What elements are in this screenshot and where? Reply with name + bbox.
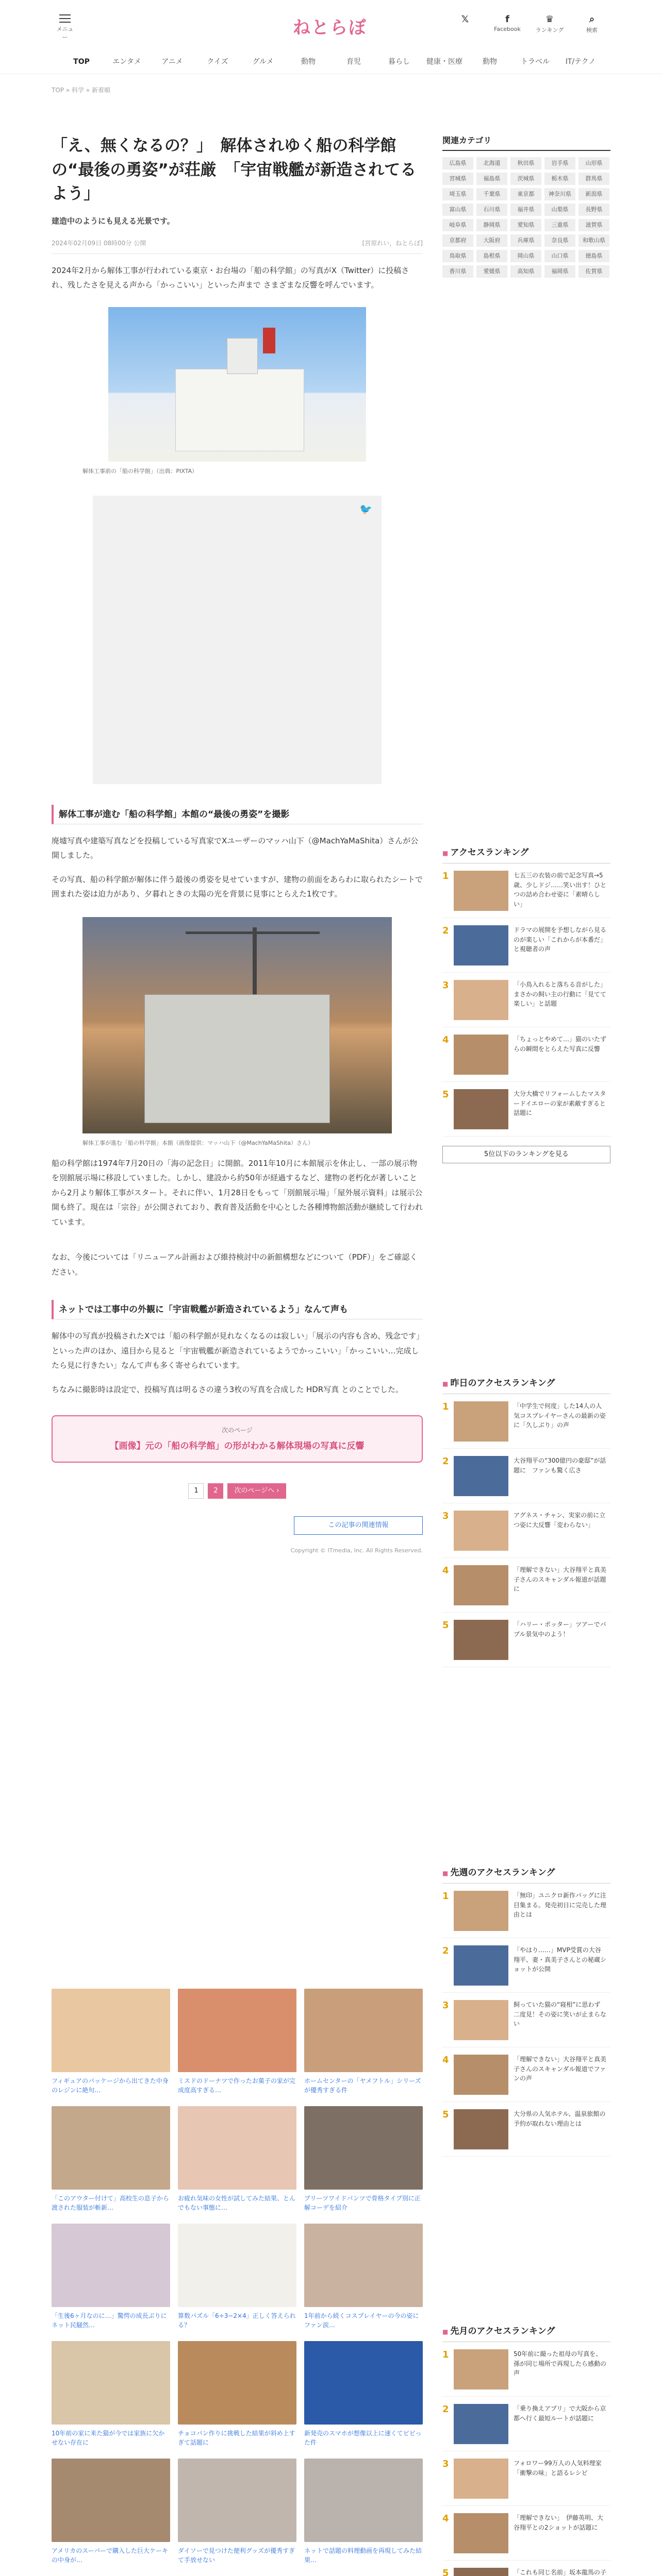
ranking-access	[442, 845, 610, 1163]
ranking-item[interactable]	[442, 871, 610, 918]
related-article-card[interactable]	[178, 1989, 296, 2101]
related-article-card[interactable]	[52, 2341, 170, 2453]
copyright: Copyright © ITmedia, Inc. All Rights Reserved.	[290, 1547, 423, 1554]
rank-number: 3	[442, 980, 449, 991]
rank-number: 5	[442, 2109, 449, 2120]
category-tag[interactable]: 新潟県	[578, 188, 609, 200]
ranking-thumbnail[interactable]	[454, 925, 508, 965]
related-article-card[interactable]	[304, 2106, 423, 2218]
related-article-card[interactable]	[52, 2224, 170, 2336]
category-tag[interactable]: 長野県	[578, 204, 609, 216]
nav-top[interactable]: TOP	[73, 58, 90, 66]
related-thumbnail[interactable]	[52, 2459, 170, 2542]
rank-number: 4	[442, 1035, 449, 1045]
facebook-button[interactable]	[492, 13, 523, 32]
category-tag[interactable]: 山口県	[544, 250, 575, 262]
related-article-card[interactable]	[178, 2459, 296, 2571]
category-tag[interactable]: 福島県	[476, 173, 507, 185]
nav-gourmet[interactable]: グルメ	[252, 58, 274, 66]
category-tag[interactable]: 埼玉県	[442, 188, 473, 200]
related-thumbnail[interactable]	[178, 2106, 296, 2190]
nav-animal-2[interactable]: 動物	[483, 58, 497, 66]
ranking-title: ■ 昨日のアクセスランキング	[442, 1376, 610, 1394]
ranking-item[interactable]	[442, 2349, 610, 2397]
ranking-text[interactable]: ドラマの展開を予想しながら見るのが楽しい「これからが本番だ」と視聴者の声	[514, 926, 606, 953]
article	[52, 134, 423, 1554]
related-thumbnail[interactable]	[178, 1989, 296, 2072]
related-thumbnail[interactable]	[304, 2224, 423, 2307]
article-subtitle: 建造中のようにも見える光景です。	[52, 216, 175, 226]
category-tag[interactable]: 兵庫県	[510, 234, 541, 247]
nav-entertainment[interactable]: エンタメ	[112, 58, 141, 66]
ranking-item[interactable]	[442, 1891, 610, 1938]
ranking-thumbnail[interactable]	[454, 1565, 508, 1605]
related-article-card[interactable]	[178, 2341, 296, 2453]
related-article-card[interactable]	[304, 2341, 423, 2453]
rank-number: 2	[442, 1456, 449, 1467]
rank-number: 2	[442, 1945, 449, 1956]
category-tag[interactable]: 宮城県	[442, 173, 473, 185]
category-tag[interactable]: 静岡県	[476, 219, 507, 231]
category-tag[interactable]: 三重県	[544, 219, 575, 231]
crane-boom	[186, 931, 320, 934]
category-tag[interactable]: 島根県	[476, 250, 507, 262]
next-page-small: 次のページ	[222, 1427, 253, 1434]
pagination	[52, 1483, 423, 1499]
ranking-text[interactable]: 「やはり……」MVP受賞の大谷翔平、妻・真美子さんとの秘蔵ショットが公開	[514, 1946, 606, 1973]
ranking-text[interactable]: 「ちょっとやめて…」猫のいたずらの瞬間をとらえた写真に反響	[514, 1036, 606, 1053]
ranking-thumbnail[interactable]	[454, 2404, 508, 2444]
photo2-caption: 解体工事が進む「船の科学館」本館（画像提供：マッハ山下（@MachYaMaShita）さん）	[82, 1139, 314, 1146]
site-logo[interactable]: ねとらぼ	[293, 18, 367, 38]
ranking-yesterday	[442, 1376, 610, 1667]
category-tag[interactable]: 栃木県	[544, 173, 575, 185]
ranking-item[interactable]	[442, 1565, 610, 1613]
category-tag[interactable]: 滋賀県	[578, 219, 609, 231]
related-thumbnail[interactable]	[52, 2224, 170, 2307]
ranking-thumbnail[interactable]	[454, 1456, 508, 1496]
ranking-thumbnail[interactable]	[454, 1401, 508, 1442]
rank-number: 3	[442, 2000, 449, 2011]
museum-tower	[227, 338, 258, 374]
paragraph-5: 解体中の写真が投稿されたXでは「船の科学館が見れなくなるのは寂しい」「展示の内容も含め、残念です」といった声のほか、遠目から見ると「宇宙戦艦が新造されているようでかっこいい」「かっこいい…完成したら見に行きたい」なんて声も多く寄せられています。	[52, 1331, 420, 1370]
rank-number: 1	[442, 871, 449, 882]
related-title[interactable]: ミスドのドーナツで作ったお菓子の家が完成度高すぎる…	[178, 2077, 295, 2094]
related-thumbnail[interactable]	[52, 2106, 170, 2190]
x-button[interactable]	[450, 13, 481, 26]
related-thumbnail[interactable]	[178, 2224, 296, 2307]
category-tag[interactable]: 岩手県	[544, 157, 575, 170]
ranking-item[interactable]	[442, 1035, 610, 1082]
demolition-photo[interactable]	[82, 917, 392, 1133]
related-title[interactable]: 新発売のスマホが想像以上に速くてビビった件	[304, 2430, 422, 2446]
ranking-text[interactable]: 飼っていた猫の“寝相”に思わず二度見！その姿に笑いが止まらない	[514, 2001, 606, 2028]
ranking-text[interactable]: 「無印」ユニクロ新作バッグに注目集まる。発売初日に完売した理由とは	[514, 1892, 606, 1919]
ranking-thumbnail[interactable]	[454, 2055, 508, 2095]
global-nav	[0, 49, 662, 74]
ranking-item[interactable]	[442, 1089, 610, 1137]
sidebar	[442, 134, 610, 278]
rank-number: 1	[442, 1401, 449, 1412]
page-title: 「え、無くなるの？」 解体されゆく船の科学館の“最後の勇姿”が荘厳 「宇宙戦艦が新造されてるよう」	[52, 137, 417, 203]
ranking-thumbnail[interactable]	[454, 2349, 508, 2389]
rank-number: 5	[442, 1089, 449, 1100]
ranking-text[interactable]: 「中学生で何度」した14人の人気コスプレイヤーさんの最新の姿に「久しぶり」の声	[514, 1402, 606, 1429]
related-info-link[interactable]: この記事の関連情報	[294, 1516, 423, 1535]
category-tag[interactable]: 秋田県	[510, 157, 541, 170]
page-2[interactable]: 2	[208, 1483, 223, 1499]
paragraph-4: なお、今後については「リニューアル計画および維持検討中の新館構想などについて（PDF）」をご確認ください。	[52, 1252, 418, 1277]
rank-number: 4	[442, 2513, 449, 2524]
related-title[interactable]: フィギュアのパッケージから出てきた中身のレジンに絶句…	[52, 2077, 169, 2094]
paragraph-1: 廃墟写真や建築写真などを投稿している写真家でXユーザーのマッハ山下（@MachYaMaShita）さんが公開しました。	[52, 836, 419, 860]
category-tag[interactable]: 東京都	[510, 188, 541, 200]
category-tag[interactable]: 徳島県	[578, 250, 609, 262]
category-tag[interactable]: 佐賀県	[578, 265, 609, 278]
related-thumbnail[interactable]	[304, 1989, 423, 2072]
ranking-thumbnail[interactable]	[454, 1891, 508, 1931]
rank-number: 3	[442, 2459, 449, 2469]
ranking-item[interactable]	[442, 1456, 610, 1503]
category-tag[interactable]: 広島県	[442, 157, 473, 170]
breadcrumb[interactable]: TOP » 科学 » 新着順	[52, 87, 110, 94]
next-page-button[interactable]: 次のページへ ›	[227, 1483, 286, 1499]
ranking-item[interactable]	[442, 2513, 610, 2561]
related-title[interactable]: ネットで話題の料理動画を再現してみた結果…	[304, 2547, 422, 2564]
related-title[interactable]: ダイソーで見つけた便利グッズが優秀すぎて手放せない	[178, 2547, 295, 2564]
ranking-button[interactable]	[534, 13, 565, 34]
x-icon: 𝕏	[461, 14, 469, 25]
ranking-thumbnail[interactable]	[454, 1035, 508, 1075]
museum-building	[175, 369, 304, 451]
photo1-caption: 解体工事前の「船の科学館」（出典：PIXTA）	[82, 467, 198, 474]
category-tag[interactable]: 和歌山県	[578, 234, 609, 247]
article-meta	[52, 239, 423, 254]
related-article-card[interactable]	[52, 1989, 170, 2101]
rank-number: 1	[442, 2349, 449, 2360]
category-tag[interactable]: 愛媛県	[476, 265, 507, 278]
publish-date: 2024年02月09日 08時00分 公開	[52, 239, 146, 247]
ranking-text[interactable]: 七五三の衣装の前で記念写真→5歳、少しドジ……笑い出す！ひとつの詰め合わせ姿に「素晴らしい」	[514, 872, 606, 908]
related-thumbnail[interactable]	[304, 2106, 423, 2190]
paragraph-6: ちなみに撮影時は設定で、投稿写真は明るさの違う3枚の写真を合成した HDR写真 とのことでした。	[52, 1384, 404, 1394]
ranking-text[interactable]: 「理解できない」大谷翔平と真美子さんのスキャンダル報道が話題に	[514, 1566, 606, 1593]
category-tag[interactable]: 奈良県	[544, 234, 575, 247]
search-label: 検索	[586, 27, 598, 33]
category-tag[interactable]: 愛知県	[510, 219, 541, 231]
ranking-thumbnail[interactable]	[454, 1089, 508, 1129]
related-thumbnail[interactable]	[52, 1989, 170, 2072]
ranking-item[interactable]	[442, 1511, 610, 1558]
related-thumbnail[interactable]	[178, 2341, 296, 2425]
paragraph-2: その写真、船の科学館が解体に伴う最後の勇姿を見せていますが、建物の前面をあらわに取られたシートで囲まれた姿は迫力があり、夕暮れときの太陽の光を背景に見事にとらえた1枚です。	[52, 874, 423, 899]
category-tag[interactable]: 岐阜県	[442, 219, 473, 231]
related-grid	[52, 1989, 423, 2576]
ranking-label: ランキング	[535, 27, 564, 33]
related-title[interactable]: 1年前から続くコスプレイヤーの今の姿にファン涙…	[304, 2312, 419, 2329]
section-heading-2: ネットでは工事中の外観に「宇宙戦艦が新造されているよう」なんて声も	[52, 1300, 423, 1319]
ranking-text[interactable]: フォロワー99万人の人気料理家「衝撃の味」と語るレシピ	[514, 2460, 602, 2477]
ranking-thumbnail[interactable]	[454, 2513, 508, 2553]
related-title[interactable]: ホームセンターの「ヤメフトル」シリーズが優秀すぎる件	[304, 2077, 421, 2094]
related-title[interactable]: お疲れ気味の女性が試してみた結果、とんでもない事態に…	[178, 2195, 296, 2211]
category-tag[interactable]: 鳥取県	[442, 250, 473, 262]
ranking-text[interactable]: 「乗り換えアプリ」で大阪から京都へ行く最短ルートが話題に	[514, 2405, 606, 2422]
related-article-card[interactable]	[178, 2224, 296, 2336]
category-tag[interactable]: 富山県	[442, 204, 473, 216]
paragraph-3: 船の科学館は1974年7月20日の「海の記念日」に開館。2011年10月に本館展示を休止し、一部の展示物を別館展示場に移設していました。しかし、建設から約50年が経過するなど、建物の老朽化が著しいことから2月より解体工事がスタート。それに伴い、1月28日をもって「別館展示場」「屋外展示資料」は展示公開も終了。現在は「宗谷」が公開されており、教育普及活動を中心とした各種博物館活動が継続して行われています。	[52, 1158, 423, 1227]
ranking-title: ■ 先週のアクセスランキング	[442, 1865, 610, 1884]
related-title[interactable]: 「生後6ヶ月なのに…」驚愕の成長ぶりにネット民騒然…	[52, 2312, 167, 2329]
rank-number: 4	[442, 2055, 449, 2065]
rank-number: 2	[442, 925, 449, 936]
ranking-text[interactable]: 「ハリー・ポッター」ツアーでバブル景気中のよう！	[514, 1621, 606, 1638]
category-tag[interactable]: 千葉県	[476, 188, 507, 200]
rank-number: 3	[442, 1511, 449, 1521]
ranking-more-button[interactable]: 5位以下のランキングを見る	[442, 1146, 610, 1163]
hamburger-icon	[59, 14, 71, 23]
rank-number: 4	[442, 1565, 449, 1576]
ranking-item[interactable]	[442, 1620, 610, 1667]
related-title[interactable]: チョコパン作りに挑戦した結果が斜め上すぎて話題に	[178, 2430, 295, 2446]
crown-icon: ♛	[545, 14, 554, 25]
ranking-text[interactable]: 大分大橋でリフォームしたマスタードイエローの家が素敵すぎると話題に	[514, 1090, 606, 1117]
rank-number: 1	[442, 1891, 449, 1902]
related-thumbnail[interactable]	[52, 2341, 170, 2425]
category-tag[interactable]: 大阪府	[476, 234, 507, 247]
ranking-item[interactable]	[442, 980, 610, 1027]
rank-number: 5	[442, 2568, 449, 2576]
ranking-item[interactable]	[442, 2000, 610, 2047]
author[interactable]: [宮原れい，ねとらぼ]	[362, 239, 423, 247]
related-article-card[interactable]	[304, 2224, 423, 2336]
category-tag[interactable]: 神奈川県	[544, 188, 575, 200]
ranking-item[interactable]	[442, 2404, 610, 2451]
lead-paragraph: 2024年2月から解体工事が行われている東京・お台場の「船の科学館」の写真がX（Twitter）に投稿され、残したさを見える声から「かっこいい」といった声まで さまざまな反響を呼んでいます。	[52, 265, 409, 290]
nav-childcare[interactable]: 育児	[346, 58, 361, 66]
category-tag[interactable]: 北海道	[476, 157, 507, 170]
rank-number: 5	[442, 1620, 449, 1631]
ranking-item[interactable]	[442, 1401, 610, 1449]
ranking-item[interactable]	[442, 1945, 610, 1993]
nav-it[interactable]: IT/テクノ	[565, 58, 596, 66]
embedded-tweet[interactable]	[93, 496, 382, 784]
ranking-last-month	[442, 2324, 610, 2576]
category-tag[interactable]: 香川県	[442, 265, 473, 278]
ranking-title: ■ アクセスランキング	[442, 845, 610, 863]
ranking-thumbnail[interactable]	[454, 1945, 508, 1986]
ranking-item[interactable]	[442, 2568, 610, 2576]
museum-chimney	[263, 328, 275, 353]
ranking-text[interactable]: 大谷翔平の“300億円の豪邸”が話題に ファンも驚く広さ	[514, 1457, 606, 1474]
ranking-thumbnail[interactable]	[454, 2109, 508, 2149]
ranking-text[interactable]: 「理解できない」大谷翔平と真美子さんのスキャンダル報道でファンの声	[514, 2056, 606, 2082]
ranking-thumbnail[interactable]	[454, 2459, 508, 2499]
ranking-thumbnail[interactable]	[454, 2000, 508, 2040]
nav-quiz[interactable]: クイズ	[207, 58, 228, 66]
page-1[interactable]: 1	[188, 1483, 204, 1499]
covered-building	[144, 994, 330, 1123]
related-title[interactable]: アメリカのスーパーで購入した巨大ケーキの中身が…	[52, 2547, 168, 2564]
related-article-card[interactable]	[304, 2459, 423, 2571]
related-thumbnail[interactable]	[304, 2459, 423, 2542]
ranking-thumbnail[interactable]	[454, 980, 508, 1020]
search-button[interactable]	[576, 13, 607, 34]
nav-anime[interactable]: アニメ	[161, 58, 183, 66]
related-article-card[interactable]	[52, 2459, 170, 2571]
category-tag[interactable]: 群馬県	[578, 173, 609, 185]
facebook-label: Facebook	[494, 26, 521, 32]
category-tag[interactable]: 山梨県	[544, 204, 575, 216]
category-tag[interactable]: 茨城県	[510, 173, 541, 185]
section-heading-1: 解体工事が進む「船の科学館」本館の“最後の勇姿”を撮影	[52, 805, 423, 824]
ranking-item[interactable]	[442, 2459, 610, 2506]
category-tag[interactable]: 福井県	[510, 204, 541, 216]
ranking-last-week	[442, 1865, 610, 2157]
menu-label: メニュー	[56, 26, 74, 41]
ranking-item[interactable]	[442, 2109, 610, 2157]
ranking-text[interactable]: 大分県の人気ホテル、温泉旅館の予約が取れない理由とは	[514, 2110, 606, 2127]
related-article-card[interactable]	[304, 1989, 423, 2101]
nav-travel[interactable]: トラベル	[521, 58, 550, 66]
next-page-title: 【画像】元の「船の科学館」の形がわかる解体現場の写真に反響	[110, 1441, 365, 1451]
facebook-icon: f	[505, 14, 509, 25]
category-tag[interactable]: 石川県	[476, 204, 507, 216]
search-icon: ⌕	[589, 14, 595, 25]
related-thumbnail[interactable]	[304, 2341, 423, 2425]
related-article-card[interactable]	[52, 2106, 170, 2218]
ranking-item[interactable]	[442, 925, 610, 973]
ranking-text[interactable]: 「小鳥入れると落ちる音がした」まさかの飼い主の行動に「見てて楽しい」と話題	[514, 981, 606, 1008]
nav-life[interactable]: 暮らし	[388, 58, 410, 66]
ranking-item[interactable]	[442, 2055, 610, 2102]
ranking-thumbnail[interactable]	[454, 1511, 508, 1551]
ranking-thumbnail[interactable]	[454, 871, 508, 911]
ship-museum-photo[interactable]	[108, 307, 366, 462]
rank-number: 2	[442, 2404, 449, 2415]
ranking-thumbnail[interactable]	[454, 1620, 508, 1660]
ranking-text[interactable]: 「理解できない」 伊藤英明、大谷翔平との2ショットが話題に	[514, 2514, 604, 2531]
related-thumbnail[interactable]	[178, 2459, 296, 2542]
nav-health[interactable]: 健康・医療	[426, 58, 462, 66]
site-header	[0, 0, 662, 46]
twitter-bird-icon: 🐦	[359, 502, 372, 515]
ranking-text[interactable]: アグネス・チャン、実家の前に立つ姿に大反響「変わらない」	[514, 1512, 606, 1529]
related-article-card[interactable]	[178, 2106, 296, 2218]
category-tag[interactable]: 岡山県	[510, 250, 541, 262]
ranking-text[interactable]: 50年前に撮った祖母の写真を、孫が同じ場所で再現したら感動の声	[514, 2350, 606, 2377]
nav-animal[interactable]: 動物	[301, 58, 316, 66]
related-title[interactable]: 10年前の家に来た猫が今では家族に欠かせない存在に	[52, 2430, 165, 2446]
category-tag[interactable]: 京都府	[442, 234, 473, 247]
category-tag[interactable]: 福岡県	[544, 265, 575, 278]
ranking-text[interactable]: 「これも同じ名前」坂本龍馬の子	[514, 2569, 606, 2576]
ranking-thumbnail[interactable]	[454, 2568, 508, 2576]
category-list	[442, 157, 610, 278]
category-tag[interactable]: 高知県	[510, 265, 541, 278]
category-heading: 関連カテゴリ	[442, 134, 610, 151]
ranking-title: ■ 先月のアクセスランキング	[442, 2324, 610, 2342]
related-title[interactable]: 「このアウター付けて」高校生の息子から渡された服装が斬新…	[52, 2195, 169, 2211]
next-page-banner[interactable]	[52, 1415, 423, 1463]
related-title[interactable]: 算数パズル「6÷3−2×4」正しく答えられる？	[178, 2312, 296, 2329]
menu-button[interactable]	[55, 14, 75, 41]
category-tag[interactable]: 山形県	[578, 157, 609, 170]
related-title[interactable]: プリーツワイドパンツで骨格タイプ別に正解コーデを紹介	[304, 2195, 421, 2211]
